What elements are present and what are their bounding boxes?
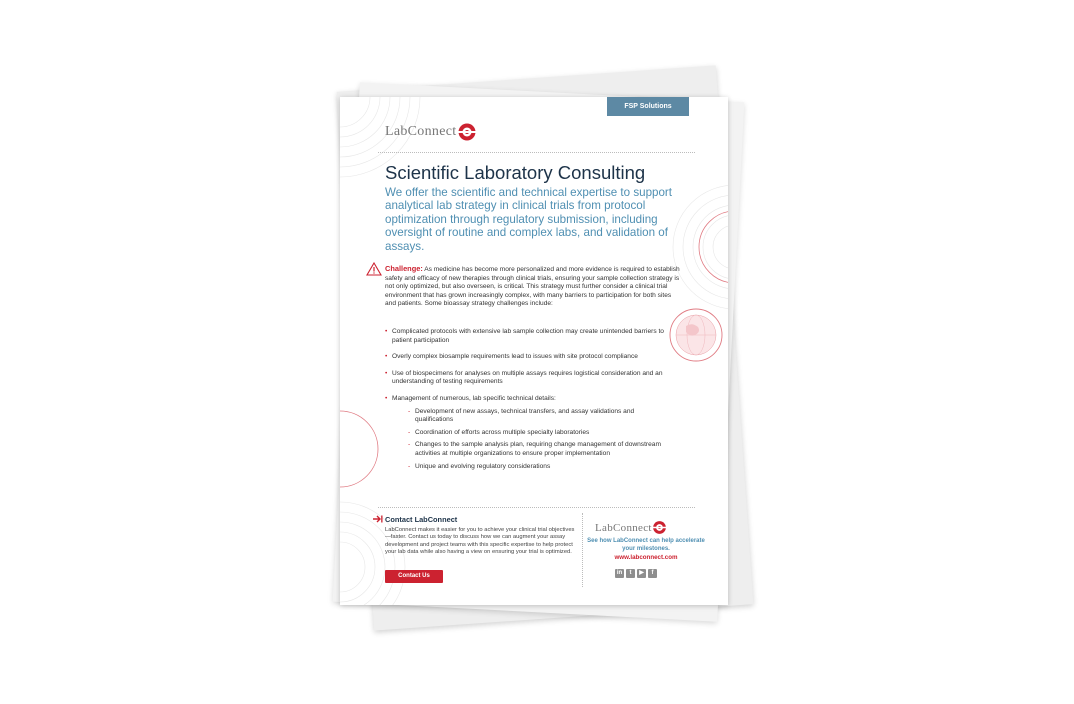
footer-column-divider bbox=[582, 513, 583, 587]
sub-list bbox=[408, 408, 670, 472]
linkedin-icon[interactable]: in bbox=[616, 570, 623, 576]
category-tag: FSP Solutions bbox=[607, 97, 689, 116]
footer-brand-logo bbox=[595, 520, 667, 535]
contact-text: LabConnect makes it easier for you to achieve your clinical trial objectives —faster. Contact us today to discuss how we can augment your assay development and project teams with this specific expertise to help protect your lab data while also having a view on ensuring your trial is optimized. bbox=[385, 527, 575, 556]
challenge-label: Challenge: bbox=[385, 264, 423, 273]
warning-icon bbox=[366, 262, 382, 276]
contact-title: Contact LabConnect bbox=[385, 515, 458, 524]
footer-divider bbox=[378, 507, 695, 508]
arrow-right-icon bbox=[373, 515, 383, 523]
sub-list-item: - Development of new assays, technical transfers, and assay validations and qualifications bbox=[408, 407, 635, 424]
sub-list-item: - Coordination of efforts across multiple specialty laboratories bbox=[408, 428, 590, 436]
twitter-icon[interactable]: t bbox=[626, 569, 635, 578]
website-link[interactable]: www.labconnect.com bbox=[614, 554, 678, 561]
sub-list-item: - Changes to the sample analysis plan, requiring change management of downstream activities at multiple organizations to ensure proper implementation bbox=[408, 441, 661, 457]
facebook-icon[interactable]: f bbox=[648, 569, 657, 578]
challenge-text: As medicine has become more personalized and more evidence is required to establish safety and efficacy of new therapies through clinical trials, ensuring your sample collection strategy is not only optimized, but also overseen, is critical. This strategy must further consider a clinical trial environment that has grown increasingly complex, with many barriers to participation for both sites and patients. Some bioassay strategy challenges include: bbox=[385, 266, 680, 307]
list-item: • Management of numerous, lab specific technical details: - Development of new assays, technical transfers, and assay validations and qualifications - Coordination of efforts across multiple specialty laboratories - Changes to the sample analysis plan, requiring change management of downstream activities at multiple organizations to ensure proper implementation - Unique and evolving regulatory considerations bbox=[385, 395, 685, 471]
contact-us-button[interactable]: Contact Us bbox=[385, 570, 443, 583]
social-icons bbox=[615, 569, 657, 578]
page-title: Scientific Laboratory Consulting bbox=[385, 162, 646, 183]
logo-mark-icon bbox=[457, 122, 477, 142]
header-divider bbox=[378, 152, 695, 153]
challenge-list bbox=[385, 328, 685, 479]
list-item: • Complicated protocols with extensive lab sample collection may create unintended barriers to patient participation bbox=[385, 328, 664, 344]
youtube-icon[interactable]: ▶ bbox=[637, 569, 646, 578]
list-item: • Overly complex biosample requirements lead to issues with site protocol compliance bbox=[385, 353, 638, 361]
brand-logo bbox=[385, 122, 477, 142]
challenge-paragraph bbox=[385, 265, 680, 309]
page-subtitle: We offer the scientific and technical expertise to support analytical lab strategy in clinical trials from protocol optimization through regulatory submission, including oversight of routine and complex labs, and validation of assays. bbox=[385, 186, 672, 253]
logo-mark-icon bbox=[652, 520, 667, 535]
footer-brand-wordmark: LabConnect bbox=[595, 521, 652, 534]
brand-wordmark: LabConnect bbox=[385, 124, 457, 139]
list-item: • Use of biospecimens for analyses on multiple assays requires logistical consideration and an understanding of testing requirements bbox=[385, 369, 663, 386]
document-page bbox=[340, 97, 728, 605]
promo-text: See how LabConnect can help accelerate your milestones. bbox=[587, 538, 705, 552]
sub-list-item: - Unique and evolving regulatory considerations bbox=[408, 462, 551, 470]
